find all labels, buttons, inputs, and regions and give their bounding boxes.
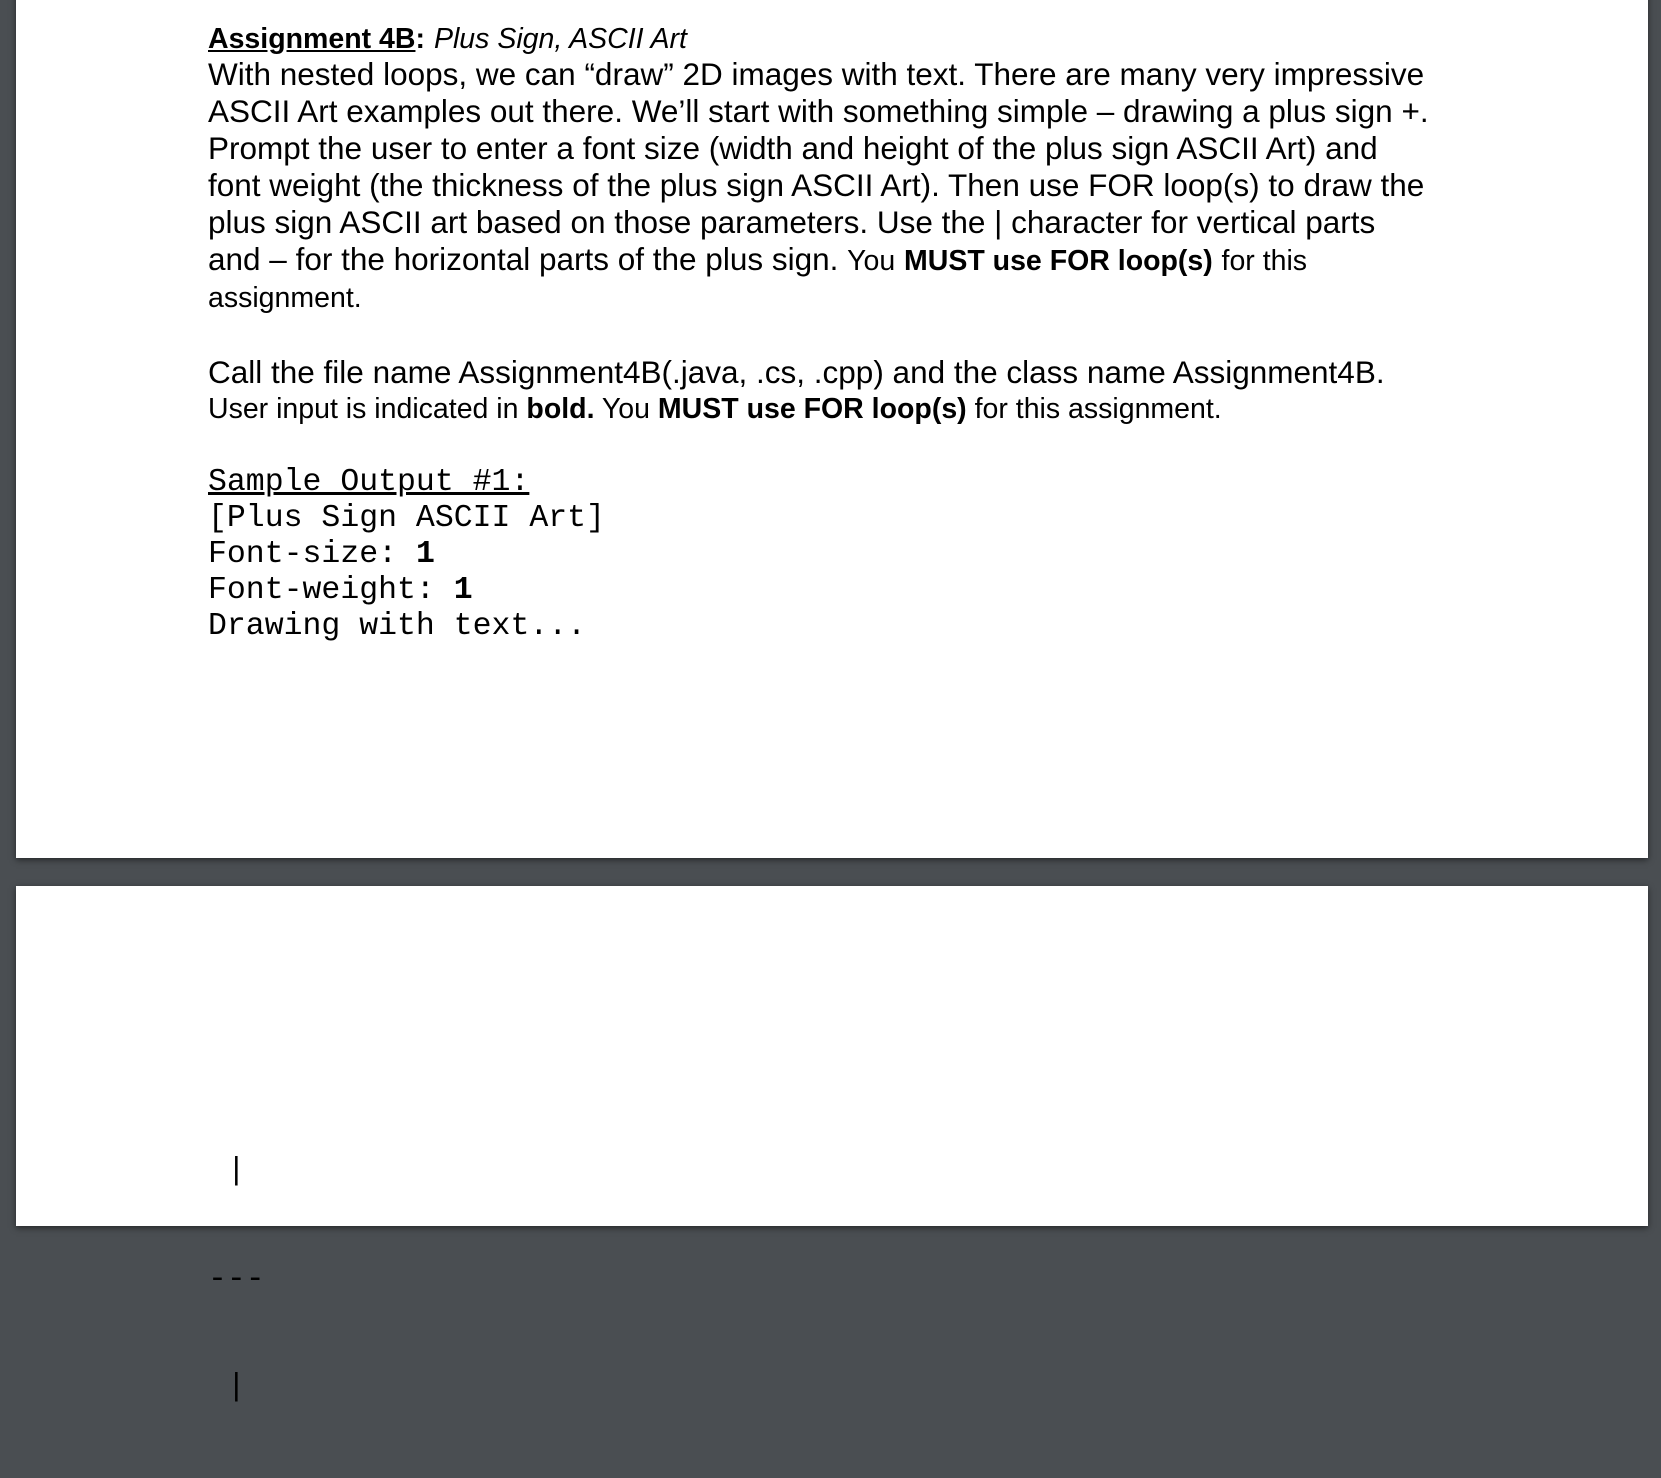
- ascii-line: |: [208, 1154, 246, 1189]
- font-weight-prompt: Font-weight:: [208, 573, 454, 608]
- font-size-line: [208, 537, 1448, 573]
- intro-text: You: [847, 245, 896, 277]
- page-content: [208, 22, 1448, 645]
- intro-text: for this: [1221, 245, 1308, 277]
- intro-line: With nested loops, we can “draw” 2D images with text. There are many very impressive: [208, 56, 1425, 92]
- intro-emphasis: MUST use FOR loop(s): [904, 245, 1213, 277]
- document-page-1: [16, 0, 1648, 858]
- assignment-heading: [208, 22, 1448, 56]
- intro-line: Prompt the user to enter a font size (width and height of the plus sign ASCII Art) and: [208, 130, 1378, 166]
- naming-text: You: [601, 393, 650, 425]
- naming-line: [208, 391, 1448, 428]
- assignment-subtitle: Plus Sign, ASCII Art: [433, 23, 687, 55]
- spacer: [208, 317, 1448, 354]
- document-page-2: [16, 886, 1648, 1405]
- ascii-line: ---: [208, 1262, 265, 1297]
- sample-banner: [Plus Sign ASCII Art]: [208, 501, 605, 536]
- naming-text: User input is indicated in: [208, 393, 519, 425]
- assignment-label-colon: :: [415, 23, 425, 55]
- ascii-line: |: [208, 1370, 246, 1405]
- assignment-label: Assignment 4B: [208, 23, 416, 55]
- font-size-value: 1: [415, 537, 435, 572]
- naming-emphasis: bold.: [526, 393, 595, 425]
- ascii-plus-sign: [208, 1082, 284, 1478]
- sample-output-heading: Sample Output #1:: [208, 465, 530, 500]
- intro-line: ASCII Art examples out there. We’ll start with something simple – drawing a plus sign +.: [208, 93, 1429, 129]
- font-size-prompt: Font-size:: [208, 537, 416, 572]
- spacer: [208, 428, 1448, 465]
- drawing-line: Drawing with text...: [208, 609, 587, 644]
- naming-text: for this assignment.: [974, 393, 1222, 425]
- intro-text: and – for the horizontal parts of the plus sign.: [208, 241, 839, 277]
- font-weight-line: [208, 573, 1448, 609]
- naming-line: Call the file name Assignment4B(.java, .cs, .cpp) and the class name Assignment4B.: [208, 354, 1385, 390]
- font-weight-value: 1: [453, 573, 473, 608]
- intro-line: [208, 241, 1448, 280]
- naming-emphasis: MUST use FOR loop(s): [657, 393, 967, 425]
- intro-line: assignment.: [208, 282, 362, 314]
- intro-line: plus sign ASCII art based on those parameters. Use the | character for vertical parts: [208, 204, 1376, 240]
- intro-line: font weight (the thickness of the plus sign ASCII Art). Then use FOR loop(s) to draw the: [208, 167, 1425, 203]
